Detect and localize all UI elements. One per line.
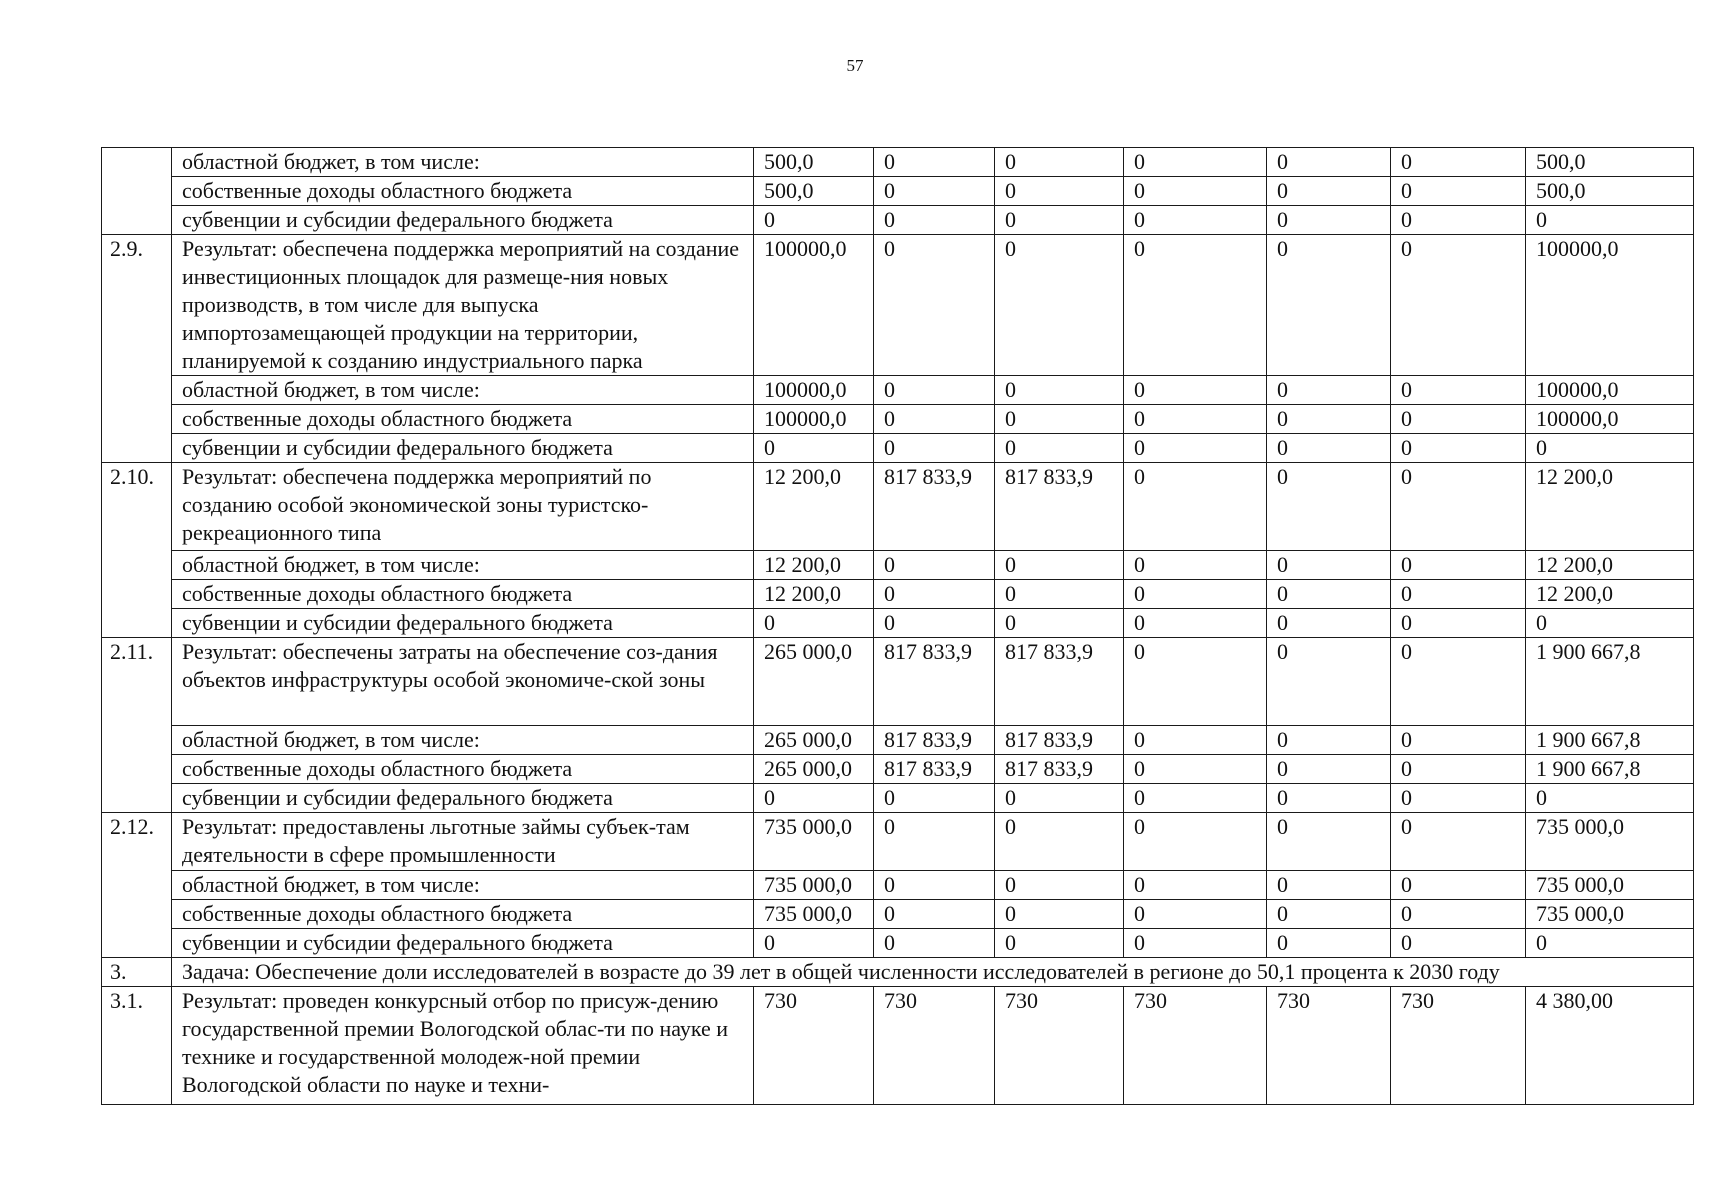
row-number-cell <box>102 148 172 235</box>
year-value-cell: 0 <box>1391 755 1526 784</box>
year-value-cell: 0 <box>995 580 1124 609</box>
year-value-cell: 0 <box>1391 434 1526 463</box>
table-row <box>102 958 1694 987</box>
year-value-cell: 730 <box>754 987 874 1105</box>
funding-source-cell: областной бюджет, в том числе: <box>172 726 754 755</box>
year-value-cell: 0 <box>1267 405 1391 434</box>
year-value-cell: 0 <box>995 235 1124 376</box>
year-value-cell: 0 <box>1124 463 1267 551</box>
year-value-cell: 0 <box>874 609 995 638</box>
year-value-cell: 500,0 <box>754 177 874 206</box>
year-value-cell: 0 <box>1267 784 1391 813</box>
year-value-cell: 0 <box>1391 376 1526 405</box>
table-row <box>102 726 1694 755</box>
funding-source-cell: субвенции и субсидии федерального бюджета <box>172 609 754 638</box>
result-description-cell: Результат: обеспечена поддержка мероприятий на создание инвестиционных площадок для размеще-ния новых производств, в том числе для выпуска импортозамещающей продукции на территории, планируемой к созданию индустриального парка <box>172 235 754 376</box>
total-value-cell: 500,0 <box>1526 148 1694 177</box>
year-value-cell: 0 <box>874 235 995 376</box>
year-value-cell: 817 833,9 <box>995 755 1124 784</box>
year-value-cell: 0 <box>1391 813 1526 871</box>
year-value-cell: 500,0 <box>754 148 874 177</box>
year-value-cell: 0 <box>1267 206 1391 235</box>
total-value-cell: 0 <box>1526 784 1694 813</box>
year-value-cell: 0 <box>874 434 995 463</box>
funding-source-cell: субвенции и субсидии федерального бюджета <box>172 929 754 958</box>
year-value-cell: 0 <box>1391 206 1526 235</box>
total-value-cell: 12 200,0 <box>1526 580 1694 609</box>
year-value-cell: 735 000,0 <box>754 900 874 929</box>
year-value-cell: 817 833,9 <box>995 638 1124 726</box>
total-value-cell: 1 900 667,8 <box>1526 755 1694 784</box>
year-value-cell: 0 <box>1267 638 1391 726</box>
result-description-cell: Результат: предоставлены льготные займы субъек-там деятельности в сфере промышленности <box>172 813 754 871</box>
year-value-cell: 730 <box>995 987 1124 1105</box>
page-number: 57 <box>846 56 864 75</box>
table-row <box>102 376 1694 405</box>
year-value-cell: 0 <box>754 206 874 235</box>
table-row <box>102 405 1694 434</box>
year-value-cell: 0 <box>1391 929 1526 958</box>
year-value-cell: 0 <box>1124 609 1267 638</box>
year-value-cell: 0 <box>1267 871 1391 900</box>
year-value-cell: 100000,0 <box>754 376 874 405</box>
table-row <box>102 177 1694 206</box>
total-value-cell: 1 900 667,8 <box>1526 726 1694 755</box>
table-row <box>102 813 1694 871</box>
year-value-cell: 0 <box>754 434 874 463</box>
year-value-cell: 0 <box>1267 900 1391 929</box>
row-number-cell: 2.12. <box>102 813 172 958</box>
year-value-cell: 817 833,9 <box>874 726 995 755</box>
year-value-cell: 0 <box>995 405 1124 434</box>
total-value-cell: 12 200,0 <box>1526 551 1694 580</box>
row-number-cell: 3.1. <box>102 987 172 1105</box>
funding-source-cell: областной бюджет, в том числе: <box>172 376 754 405</box>
total-value-cell: 735 000,0 <box>1526 900 1694 929</box>
total-value-cell: 0 <box>1526 609 1694 638</box>
row-number-cell: 2.11. <box>102 638 172 813</box>
year-value-cell: 0 <box>995 813 1124 871</box>
funding-source-cell: собственные доходы областного бюджета <box>172 755 754 784</box>
year-value-cell: 0 <box>995 929 1124 958</box>
year-value-cell: 0 <box>1124 177 1267 206</box>
year-value-cell: 12 200,0 <box>754 463 874 551</box>
year-value-cell: 0 <box>1391 177 1526 206</box>
table-row <box>102 206 1694 235</box>
year-value-cell: 0 <box>1391 784 1526 813</box>
year-value-cell: 735 000,0 <box>754 813 874 871</box>
year-value-cell: 0 <box>1391 900 1526 929</box>
year-value-cell: 0 <box>1391 405 1526 434</box>
table-body <box>102 148 1694 1105</box>
total-value-cell: 0 <box>1526 929 1694 958</box>
year-value-cell: 100000,0 <box>754 405 874 434</box>
table-row <box>102 463 1694 551</box>
year-value-cell: 0 <box>1391 609 1526 638</box>
year-value-cell: 0 <box>1124 206 1267 235</box>
year-value-cell: 0 <box>874 206 995 235</box>
total-value-cell: 735 000,0 <box>1526 813 1694 871</box>
budget-table <box>101 147 1694 1105</box>
year-value-cell: 12 200,0 <box>754 580 874 609</box>
total-value-cell: 500,0 <box>1526 177 1694 206</box>
funding-source-cell: собственные доходы областного бюджета <box>172 177 754 206</box>
year-value-cell: 817 833,9 <box>995 463 1124 551</box>
row-number-cell: 2.9. <box>102 235 172 463</box>
table-row <box>102 580 1694 609</box>
year-value-cell: 0 <box>1124 638 1267 726</box>
table-row <box>102 235 1694 376</box>
year-value-cell: 0 <box>1391 235 1526 376</box>
year-value-cell: 0 <box>1391 871 1526 900</box>
year-value-cell: 730 <box>1124 987 1267 1105</box>
table-row <box>102 987 1694 1105</box>
year-value-cell: 0 <box>995 434 1124 463</box>
result-description-cell: Результат: обеспечены затраты на обеспечение соз-дания объектов инфраструктуры особой экономиче-ской зоны <box>172 638 754 726</box>
year-value-cell: 817 833,9 <box>874 638 995 726</box>
year-value-cell: 0 <box>995 784 1124 813</box>
year-value-cell: 0 <box>995 900 1124 929</box>
year-value-cell: 0 <box>1124 900 1267 929</box>
year-value-cell: 0 <box>1267 434 1391 463</box>
year-value-cell: 0 <box>1267 177 1391 206</box>
funding-source-cell: субвенции и субсидии федерального бюджета <box>172 784 754 813</box>
year-value-cell: 0 <box>995 206 1124 235</box>
total-value-cell: 4 380,00 <box>1526 987 1694 1105</box>
year-value-cell: 0 <box>1267 235 1391 376</box>
table-row <box>102 929 1694 958</box>
year-value-cell: 0 <box>1391 726 1526 755</box>
year-value-cell: 0 <box>1267 813 1391 871</box>
year-value-cell: 0 <box>995 871 1124 900</box>
year-value-cell: 817 833,9 <box>874 463 995 551</box>
funding-source-cell: областной бюджет, в том числе: <box>172 148 754 177</box>
funding-source-cell: собственные доходы областного бюджета <box>172 900 754 929</box>
year-value-cell: 0 <box>1391 148 1526 177</box>
year-value-cell: 0 <box>1267 580 1391 609</box>
total-value-cell: 1 900 667,8 <box>1526 638 1694 726</box>
year-value-cell: 265 000,0 <box>754 638 874 726</box>
year-value-cell: 0 <box>1124 929 1267 958</box>
year-value-cell: 817 833,9 <box>995 726 1124 755</box>
year-value-cell: 0 <box>1124 235 1267 376</box>
year-value-cell: 0 <box>995 376 1124 405</box>
table-row <box>102 755 1694 784</box>
year-value-cell: 0 <box>1267 148 1391 177</box>
year-value-cell: 0 <box>874 929 995 958</box>
funding-source-cell: областной бюджет, в том числе: <box>172 551 754 580</box>
total-value-cell: 735 000,0 <box>1526 871 1694 900</box>
year-value-cell: 0 <box>1267 755 1391 784</box>
year-value-cell: 0 <box>874 405 995 434</box>
year-value-cell: 0 <box>1124 434 1267 463</box>
year-value-cell: 0 <box>754 609 874 638</box>
total-value-cell: 0 <box>1526 206 1694 235</box>
year-value-cell: 0 <box>1124 580 1267 609</box>
total-value-cell: 0 <box>1526 434 1694 463</box>
year-value-cell: 0 <box>754 929 874 958</box>
year-value-cell: 100000,0 <box>754 235 874 376</box>
year-value-cell: 0 <box>1391 463 1526 551</box>
total-value-cell: 100000,0 <box>1526 235 1694 376</box>
table-row <box>102 638 1694 726</box>
total-value-cell: 100000,0 <box>1526 405 1694 434</box>
year-value-cell: 0 <box>1124 755 1267 784</box>
year-value-cell: 730 <box>1391 987 1526 1105</box>
row-number-cell: 3. <box>102 958 172 987</box>
year-value-cell: 0 <box>874 871 995 900</box>
year-value-cell: 0 <box>1124 551 1267 580</box>
year-value-cell: 0 <box>874 177 995 206</box>
year-value-cell: 0 <box>754 784 874 813</box>
year-value-cell: 0 <box>1267 376 1391 405</box>
year-value-cell: 0 <box>874 376 995 405</box>
funding-source-cell: субвенции и субсидии федерального бюджета <box>172 206 754 235</box>
funding-source-cell: собственные доходы областного бюджета <box>172 580 754 609</box>
year-value-cell: 0 <box>1267 726 1391 755</box>
year-value-cell: 0 <box>874 900 995 929</box>
year-value-cell: 0 <box>1124 813 1267 871</box>
year-value-cell: 0 <box>1267 463 1391 551</box>
year-value-cell: 265 000,0 <box>754 726 874 755</box>
year-value-cell: 0 <box>1124 148 1267 177</box>
year-value-cell: 0 <box>1267 609 1391 638</box>
year-value-cell: 0 <box>1124 376 1267 405</box>
year-value-cell: 0 <box>995 551 1124 580</box>
funding-source-cell: собственные доходы областного бюджета <box>172 405 754 434</box>
year-value-cell: 0 <box>874 784 995 813</box>
year-value-cell: 0 <box>1391 580 1526 609</box>
year-value-cell: 12 200,0 <box>754 551 874 580</box>
year-value-cell: 730 <box>874 987 995 1105</box>
year-value-cell: 0 <box>874 813 995 871</box>
table-row <box>102 434 1694 463</box>
year-value-cell: 0 <box>1124 726 1267 755</box>
table-row <box>102 551 1694 580</box>
result-description-cell: Результат: обеспечена поддержка мероприятий по созданию особой экономической зоны туристско-рекреационного типа <box>172 463 754 551</box>
result-description-cell: Задача: Обеспечение доли исследователей в возрасте до 39 лет в общей численности исследователей в регионе до 50,1 процента к 2030 году <box>172 958 1694 987</box>
total-value-cell: 12 200,0 <box>1526 463 1694 551</box>
year-value-cell: 817 833,9 <box>874 755 995 784</box>
year-value-cell: 0 <box>995 148 1124 177</box>
table-row <box>102 900 1694 929</box>
table-row <box>102 871 1694 900</box>
year-value-cell: 0 <box>1267 929 1391 958</box>
year-value-cell: 0 <box>995 177 1124 206</box>
table-row <box>102 609 1694 638</box>
table-row <box>102 784 1694 813</box>
year-value-cell: 0 <box>1124 405 1267 434</box>
funding-source-cell: областной бюджет, в том числе: <box>172 871 754 900</box>
year-value-cell: 265 000,0 <box>754 755 874 784</box>
year-value-cell: 0 <box>1267 551 1391 580</box>
year-value-cell: 0 <box>1391 551 1526 580</box>
row-number-cell: 2.10. <box>102 463 172 638</box>
total-value-cell: 100000,0 <box>1526 376 1694 405</box>
funding-source-cell: субвенции и субсидии федерального бюджета <box>172 434 754 463</box>
table-row <box>102 148 1694 177</box>
year-value-cell: 0 <box>874 148 995 177</box>
year-value-cell: 0 <box>874 551 995 580</box>
year-value-cell: 0 <box>1391 638 1526 726</box>
year-value-cell: 735 000,0 <box>754 871 874 900</box>
result-description-cell: Результат: проведен конкурсный отбор по присуж-дению государственной премии Вологодской облас-ти по науке и технике и государственной молодеж-ной премии Вологодской области по науке и техни- <box>172 987 754 1105</box>
year-value-cell: 730 <box>1267 987 1391 1105</box>
year-value-cell: 0 <box>1124 871 1267 900</box>
year-value-cell: 0 <box>1124 784 1267 813</box>
year-value-cell: 0 <box>874 580 995 609</box>
year-value-cell: 0 <box>995 609 1124 638</box>
